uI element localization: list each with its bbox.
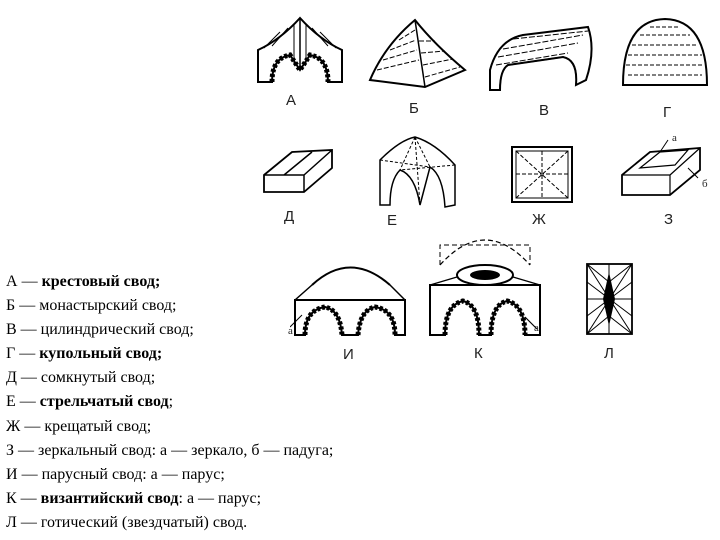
callout-sail-a: а (288, 325, 293, 337)
closed-vault-figure (262, 140, 337, 195)
label-i: И (343, 346, 354, 363)
label-z: З (664, 211, 674, 228)
legend-item: Д — сомкнутый свод; (6, 369, 156, 387)
dome-vault-figure (620, 15, 710, 90)
label-k: К (474, 345, 483, 362)
label-b: Б (409, 100, 419, 117)
label-a: А (286, 92, 297, 109)
legend-item: Ж — крещатый свод; (6, 417, 152, 435)
label-d: Д (284, 208, 295, 225)
legend-item: Б — монастырский свод; (6, 297, 177, 315)
mirror-vault-figure (620, 130, 710, 200)
cloister-vault-figure (365, 15, 470, 90)
groin-cross-vault-figure (510, 145, 575, 205)
barrel-vault-figure (488, 25, 598, 95)
legend-item: З — зеркальный свод: а — зеркало, б — падуга; (6, 441, 334, 459)
legend-item: Е — стрельчатый свод; (6, 393, 174, 411)
legend-item: А — крестовый свод; (6, 273, 161, 290)
callout-byzantine-a: а (534, 322, 539, 334)
legend-item: К — византийский свод: а — парус; (6, 489, 262, 507)
legend-item: Л — готический (звездчатый) свод. (6, 513, 248, 531)
gothic-star-vault-figure (585, 262, 635, 337)
callout-mirror-b: б (702, 178, 708, 190)
byzantine-vault-figure (425, 225, 545, 340)
label-g: Г (663, 104, 672, 121)
label-e: Е (387, 212, 398, 229)
legend-item: Г — купольный свод; (6, 345, 163, 363)
label-l: Л (604, 345, 614, 362)
label-zh: Ж (532, 211, 546, 228)
callout-mirror-a: а (672, 132, 677, 144)
legend-item: И — парусный свод: а — парус; (6, 465, 225, 483)
vault-types-legend (6, 270, 436, 535)
cross-vault-figure (250, 10, 350, 85)
legend-item: В — цилиндрический свод; (6, 321, 194, 339)
pointed-vault-figure (375, 135, 460, 210)
label-v: В (539, 102, 550, 119)
